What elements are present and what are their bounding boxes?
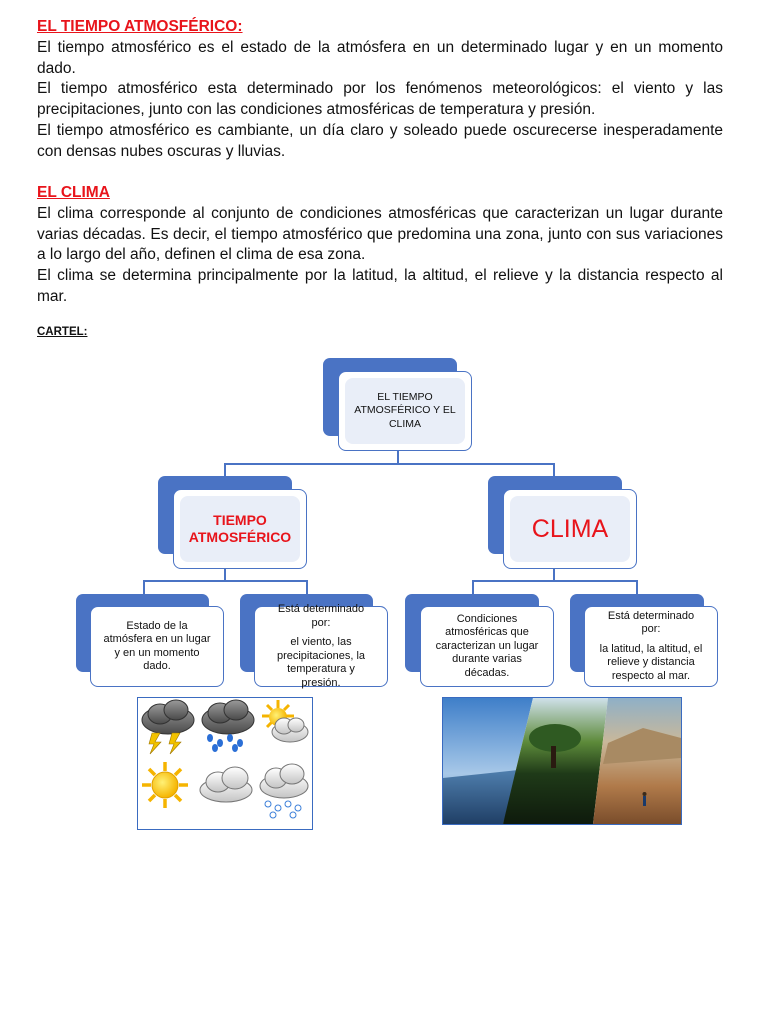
sun-cloud-icon — [262, 700, 308, 742]
weather-icons-image — [137, 697, 313, 830]
paragraph: El clima corresponde al conjunto de condiciones atmosféricas que caracterizan un lugar durante varias décadas. Es decir, el tiempo atmosférico que predomina una zona, junto con sus variaciones a lo largo del año, definen el clima de esa zona. — [37, 204, 723, 264]
section-weather — [37, 17, 723, 163]
node-climate-factors-list: la latitud, la altitud, el relieve y distancia respecto al mar. — [599, 642, 703, 682]
node-weather — [173, 489, 307, 569]
node-weather-label: TIEMPO ATMOSFÉRICO — [188, 512, 292, 545]
connector-line — [472, 580, 637, 582]
node-climate-definition — [420, 606, 554, 687]
cloud-icon — [200, 767, 252, 802]
node-climate-label: CLIMA — [531, 514, 609, 543]
node-weather-definition-label: Estado de la atmósfera en un lugar y en un momento dado. — [103, 619, 211, 672]
heading-weather: EL TIEMPO ATMOSFÉRICO: — [37, 18, 243, 35]
node-weather-factors-list: el viento, las precipitaciones, la temperatura y presión. — [276, 636, 366, 689]
connector-line — [397, 450, 399, 464]
connector-line — [224, 463, 554, 465]
node-climate-definition-label: Condiciones atmosféricas que caracterizan un lugar durante varias décadas. — [435, 612, 539, 679]
storm-cloud-icon — [142, 700, 194, 754]
paragraph: El tiempo atmosférico es el estado de la atmósfera en un determinado lugar y en un momento dado. — [37, 38, 723, 77]
root-node — [338, 371, 472, 451]
paragraph: El tiempo atmosférico es cambiante, un día claro y soleado puede oscurecerse inesperadamente con densas nubes oscuras y lluvias. — [37, 121, 723, 160]
node-climate-factors-title: Está determinado por: — [607, 609, 695, 636]
sun-icon — [142, 762, 188, 808]
heading-climate: EL CLIMA — [37, 184, 110, 201]
node-climate-factors — [584, 606, 718, 687]
snow-cloud-icon — [260, 764, 308, 818]
paragraph: El clima se determina principalmente por la latitud, la altitud, el relieve y la distancia respecto al mar. — [37, 267, 723, 305]
climate-landscapes-photo — [442, 697, 682, 825]
node-weather-definition — [90, 606, 224, 687]
section-climate — [37, 183, 723, 308]
root-node-label: EL TIEMPO ATMOSFÉRICO Y EL CLIMA — [354, 390, 456, 430]
cartel-label: CARTEL: — [37, 326, 88, 338]
node-climate — [503, 489, 637, 569]
connector-line — [143, 580, 306, 582]
node-weather-factors-title: Está determinado por: — [277, 603, 365, 629]
rain-cloud-icon — [202, 700, 254, 752]
node-weather-factors — [254, 603, 388, 689]
paragraph: El tiempo atmosférico esta determinado por los fenómenos meteorológicos: el viento y las precipitaciones, junto con las condiciones atmosféricas de temperatura y presión. — [37, 80, 723, 119]
